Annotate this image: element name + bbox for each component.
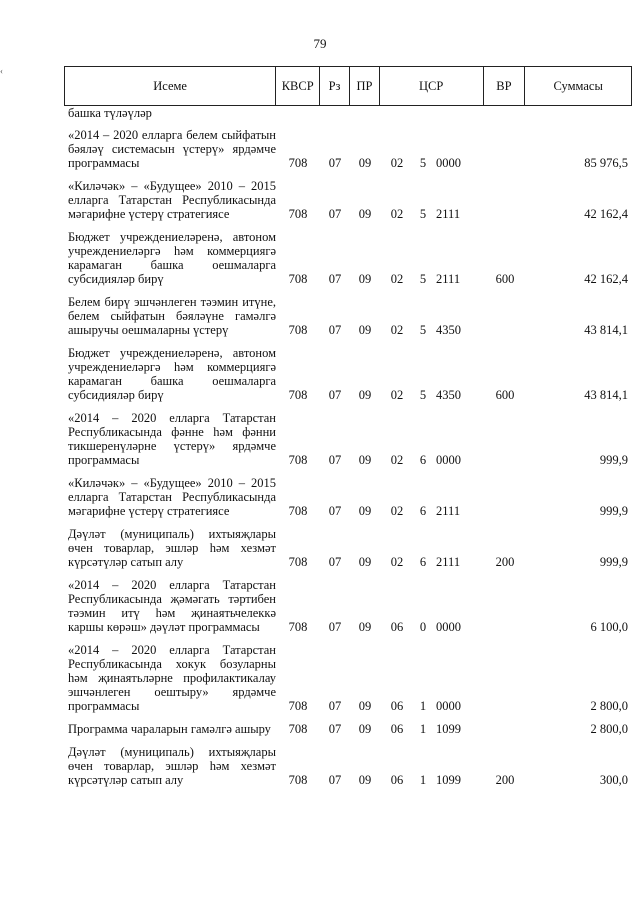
row-codes — [276, 620, 630, 634]
table-row — [64, 722, 632, 745]
row-sum: 42 162,4 — [584, 272, 628, 286]
row-name-text: «2014 – 2020 елларга белем сыйфатын бәяләү системасын үстерү» ярдәмче программасы — [68, 128, 276, 170]
row-sum: 85 976,5 — [584, 156, 628, 170]
row-csr-part3: 2111 — [436, 207, 461, 221]
table-row — [64, 230, 632, 295]
row-vr: 200 — [495, 773, 515, 787]
row-name — [64, 411, 276, 467]
row-rz: 07 — [328, 722, 342, 736]
table-rows — [64, 128, 632, 796]
row-sum: 43 814,1 — [584, 323, 628, 337]
row-pr: 09 — [358, 156, 372, 170]
row-pr: 09 — [358, 773, 372, 787]
row-pr: 09 — [358, 555, 372, 569]
row-csr-part2: 5 — [419, 207, 427, 221]
row-name-text: Белем бирү эшчәнлеген тәэмин итүне, белем сыйфатын бәяләүне гамәлгә ашыручы оешмаларны үстерү — [68, 295, 276, 337]
row-name-text: Дәүләт (муниципаль) ихтыяҗлары өчен товарлар, эшләр һәм хезмәт күрсәтүләр сатып алу — [68, 745, 276, 787]
row-sum: 2 800,0 — [590, 699, 628, 713]
row-csr-part2: 6 — [419, 504, 427, 518]
row-sum: 2 800,0 — [590, 722, 628, 736]
row-vr — [484, 722, 526, 736]
table-row — [64, 295, 632, 346]
row-csr-part2: 5 — [419, 388, 427, 402]
table-row — [64, 128, 632, 179]
row-rz: 07 — [328, 388, 342, 402]
row-name — [64, 346, 276, 402]
row-csr-part1: 06 — [390, 699, 404, 713]
row-csr-part2: 6 — [419, 453, 427, 467]
row-name-text: «2014 – 2020 елларга Татарстан Республикасында җәмәгать тәртибен тәэмин итү һәм җинаятьчелеккә каршы көрәш» дәүләт программасы — [68, 578, 276, 634]
row-name-text: Программа чараларын гамәлгә ашыру — [68, 722, 271, 736]
row-name — [64, 578, 276, 634]
row-codes — [276, 207, 630, 221]
row-csr-part2: 1 — [419, 722, 427, 736]
row-codes — [276, 722, 630, 736]
row-csr-part1: 02 — [390, 453, 404, 467]
row-kvsr: 708 — [288, 504, 308, 518]
row-csr-part3: 2111 — [436, 272, 461, 286]
row-kvsr: 708 — [288, 453, 308, 467]
row-codes — [276, 156, 630, 170]
row-vr — [484, 699, 526, 713]
row-csr-part2: 6 — [419, 555, 427, 569]
row-name-text: «2014 – 2020 елларга Татарстан Республикасында фәнне һәм фәнни тикшеренүләрне үстерү» ярдәмче программасы — [68, 411, 276, 467]
row-csr-part3: 2111 — [436, 555, 461, 569]
row-name — [64, 295, 276, 337]
row-csr-part2: 1 — [419, 773, 427, 787]
row-csr-part3: 4350 — [436, 388, 461, 402]
row-codes — [276, 555, 630, 569]
row-csr-part1: 06 — [390, 620, 404, 634]
row-csr-part3: 1099 — [436, 722, 461, 736]
row-kvsr: 708 — [288, 156, 308, 170]
header-rz: Рз — [320, 67, 350, 105]
row-rz: 07 — [328, 272, 342, 286]
row-name — [64, 179, 276, 221]
row-csr-part3: 1099 — [436, 773, 461, 787]
table-row — [64, 179, 632, 230]
continuation-text: башка түләүләр — [68, 106, 152, 120]
row-rz: 07 — [328, 773, 342, 787]
row-csr-part1: 06 — [390, 773, 404, 787]
row-csr-part3: 0000 — [436, 453, 461, 467]
row-rz: 07 — [328, 453, 342, 467]
table-header — [64, 66, 632, 106]
row-name-text: Бюджет учреждениеләренә, автоном учреждениеләргә һәм коммерциягә карамаган башка оешмаларга субсидияләр бирү — [68, 346, 276, 402]
row-codes — [276, 699, 630, 713]
table-row — [64, 527, 632, 578]
row-csr-part3: 4350 — [436, 323, 461, 337]
header-csr: ЦСР — [380, 67, 484, 105]
row-csr-part1: 02 — [390, 272, 404, 286]
row-pr: 09 — [358, 453, 372, 467]
table-row — [64, 643, 632, 722]
row-sum: 6 100,0 — [590, 620, 628, 634]
row-csr-part3: 2111 — [436, 504, 461, 518]
row-sum: 42 162,4 — [584, 207, 628, 221]
row-codes — [276, 323, 630, 337]
header-sum: Суммасы — [553, 78, 603, 93]
row-vr: 200 — [495, 555, 515, 569]
row-rz: 07 — [328, 699, 342, 713]
row-name — [64, 643, 276, 713]
row-codes — [276, 773, 630, 787]
row-rz: 07 — [328, 323, 342, 337]
row-kvsr: 708 — [288, 699, 308, 713]
row-name-text: «Киләчәк» – «Будущее» 2010 – 2015 елларга Татарстан Республикасында мәгарифне үстерү стратегиясе — [68, 476, 276, 518]
row-name — [64, 230, 276, 286]
row-csr-part2: 5 — [419, 272, 427, 286]
row-csr-part1: 06 — [390, 722, 404, 736]
row-csr-part2: 1 — [419, 699, 427, 713]
row-vr — [484, 453, 526, 467]
row-name-text: Бюджет учреждениеләренә, автоном учреждениеләргә һәм коммерциягә карамаган башка оешмаларга субсидияләр бирү — [68, 230, 276, 286]
row-name-text: «2014 – 2020 елларга Татарстан Республикасында хокук бозуларны һәм җинаятьләрне профилактикалау эшчәнлеген оештыру» ярдәмче программасы — [68, 643, 276, 713]
row-rz: 07 — [328, 504, 342, 518]
row-pr: 09 — [358, 388, 372, 402]
row-pr: 09 — [358, 722, 372, 736]
row-pr: 09 — [358, 699, 372, 713]
row-csr-part1: 02 — [390, 156, 404, 170]
row-kvsr: 708 — [288, 620, 308, 634]
header-pr: ПР — [350, 67, 380, 105]
row-kvsr: 708 — [288, 272, 308, 286]
row-codes — [276, 504, 630, 518]
row-name — [64, 128, 276, 170]
margin-mark: ‹ — [0, 66, 3, 76]
table-body — [64, 106, 632, 796]
row-csr-part2: 0 — [419, 620, 427, 634]
row-sum: 300,0 — [599, 773, 628, 787]
row-csr-part2: 5 — [419, 156, 427, 170]
page-number: 79 — [313, 36, 327, 51]
row-kvsr: 708 — [288, 388, 308, 402]
row-pr: 09 — [358, 207, 372, 221]
table-row — [64, 346, 632, 411]
header-vr: ВР — [484, 67, 526, 105]
row-rz: 07 — [328, 620, 342, 634]
header-name: Исеме — [65, 67, 276, 105]
row-codes — [276, 388, 630, 402]
row-sum: 999,9 — [599, 555, 628, 569]
row-name — [64, 722, 276, 736]
row-pr: 09 — [358, 620, 372, 634]
row-vr: 600 — [495, 272, 515, 286]
row-csr-part1: 02 — [390, 555, 404, 569]
row-csr-part1: 02 — [390, 388, 404, 402]
row-name — [64, 476, 276, 518]
table-row — [64, 411, 632, 476]
row-kvsr: 708 — [288, 323, 308, 337]
row-csr-part3: 0000 — [436, 699, 461, 713]
row-csr-part1: 02 — [390, 323, 404, 337]
row-name — [64, 527, 276, 569]
row-vr — [484, 207, 526, 221]
row-sum: 999,9 — [599, 504, 628, 518]
row-codes — [276, 453, 630, 467]
row-pr: 09 — [358, 272, 372, 286]
row-csr-part2: 5 — [419, 323, 427, 337]
row-vr: 600 — [495, 388, 515, 402]
row-name-text: «Киләчәк» – «Будущее» 2010 – 2015 елларга Татарстан Республикасында мәгарифне үстерү стратегиясе — [68, 179, 276, 221]
header-kvsr: КВСР — [276, 67, 320, 105]
row-kvsr: 708 — [288, 722, 308, 736]
row-rz: 07 — [328, 207, 342, 221]
row-sum: 999,9 — [599, 453, 628, 467]
row-csr-part3: 0000 — [436, 156, 461, 170]
row-vr — [484, 323, 526, 337]
table-row — [64, 745, 632, 796]
row-csr-part1: 02 — [390, 207, 404, 221]
row-vr — [484, 156, 526, 170]
table-row — [64, 578, 632, 643]
row-sum: 43 814,1 — [584, 388, 628, 402]
row-codes — [276, 272, 630, 286]
row-pr: 09 — [358, 323, 372, 337]
row-rz: 07 — [328, 156, 342, 170]
row-kvsr: 708 — [288, 207, 308, 221]
row-name — [64, 745, 276, 787]
row-vr — [484, 620, 526, 634]
row-csr-part1: 02 — [390, 504, 404, 518]
row-kvsr: 708 — [288, 555, 308, 569]
table-row — [64, 476, 632, 527]
row-pr: 09 — [358, 504, 372, 518]
row-rz: 07 — [328, 555, 342, 569]
row-kvsr: 708 — [288, 773, 308, 787]
row-name-text: Дәүләт (муниципаль) ихтыяҗлары өчен товарлар, эшләр һәм хезмәт күрсәтүләр сатып алу — [68, 527, 276, 569]
row-vr — [484, 504, 526, 518]
row-csr-part3: 0000 — [436, 620, 461, 634]
